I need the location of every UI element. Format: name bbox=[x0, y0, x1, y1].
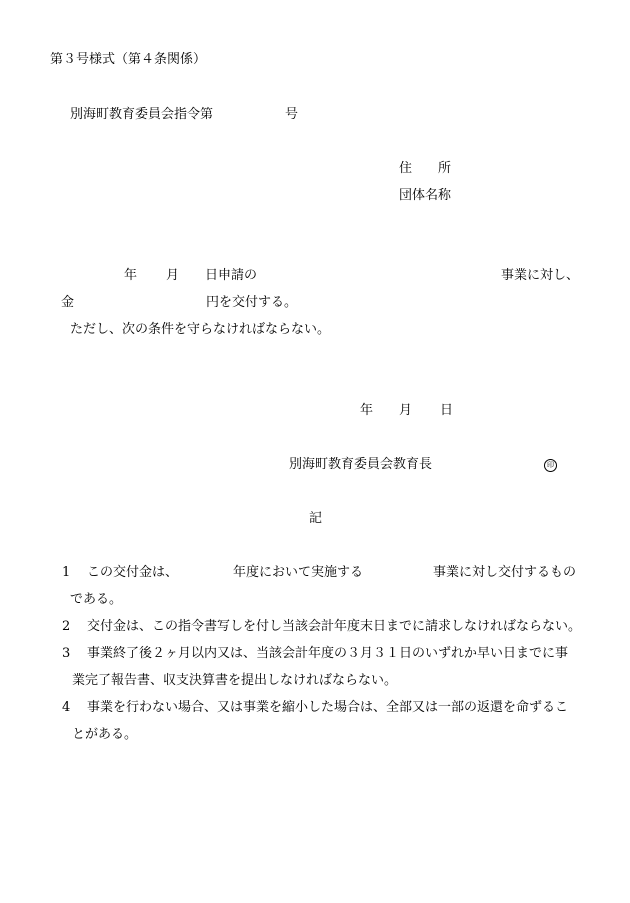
issuer-signature: 別海町教育委員会教育長 bbox=[289, 457, 433, 472]
condition-1-part3: 事業に対し交付するもの bbox=[433, 565, 577, 580]
condition-2-line1: 交付金は、この指令書写しを付し当該会計年度末日までに請求しなければならない。 bbox=[87, 619, 582, 634]
condition-1-part2: 年度において実施する bbox=[233, 565, 364, 580]
application-year: 年 bbox=[124, 268, 138, 283]
application-day-text: 日申請の bbox=[205, 268, 258, 283]
ki-heading: 記 bbox=[309, 511, 323, 526]
condition-1-line2: である。 bbox=[70, 592, 123, 607]
issue-date-month: 月 bbox=[399, 403, 413, 418]
seal-icon: 印 bbox=[544, 459, 557, 472]
conditions-intro: ただし、次の条件を守らなければならない。 bbox=[70, 322, 331, 337]
condition-3-number: 3 bbox=[62, 646, 71, 661]
condition-3-line1: 事業終了後２ヶ月以内又は、当該会計年度の３月３１日のいずれか早い日までに事 bbox=[87, 646, 569, 661]
condition-3-line2: 業完了報告書、収支決算書を提出しなければならない。 bbox=[72, 673, 398, 688]
organization-name-label: 団体名称 bbox=[399, 188, 452, 203]
order-number-prefix: 別海町教育委員会指令第 bbox=[70, 107, 214, 122]
application-month: 月 bbox=[166, 268, 180, 283]
condition-2-number: 2 bbox=[62, 619, 71, 634]
condition-1-part1: この交付金は、 bbox=[87, 565, 179, 580]
amount-label: 金 bbox=[61, 295, 75, 310]
issue-date-year: 年 bbox=[360, 403, 374, 418]
condition-1-number: 1 bbox=[62, 565, 71, 580]
condition-4-line2: とがある。 bbox=[72, 727, 138, 742]
condition-4-number: 4 bbox=[62, 700, 71, 715]
form-title: 第３号様式（第４条関係） bbox=[50, 52, 207, 67]
condition-4-line1: 事業を行わない場合、又は事業を縮小した場合は、全部又は一部の返還を命ずるこ bbox=[87, 700, 569, 715]
issue-date-day: 日 bbox=[440, 403, 454, 418]
project-text: 事業に対し、 bbox=[501, 268, 580, 283]
amount-suffix: 円を交付する。 bbox=[206, 295, 298, 310]
address-label: 住 所 bbox=[399, 161, 452, 176]
order-number-suffix: 号 bbox=[285, 107, 299, 122]
